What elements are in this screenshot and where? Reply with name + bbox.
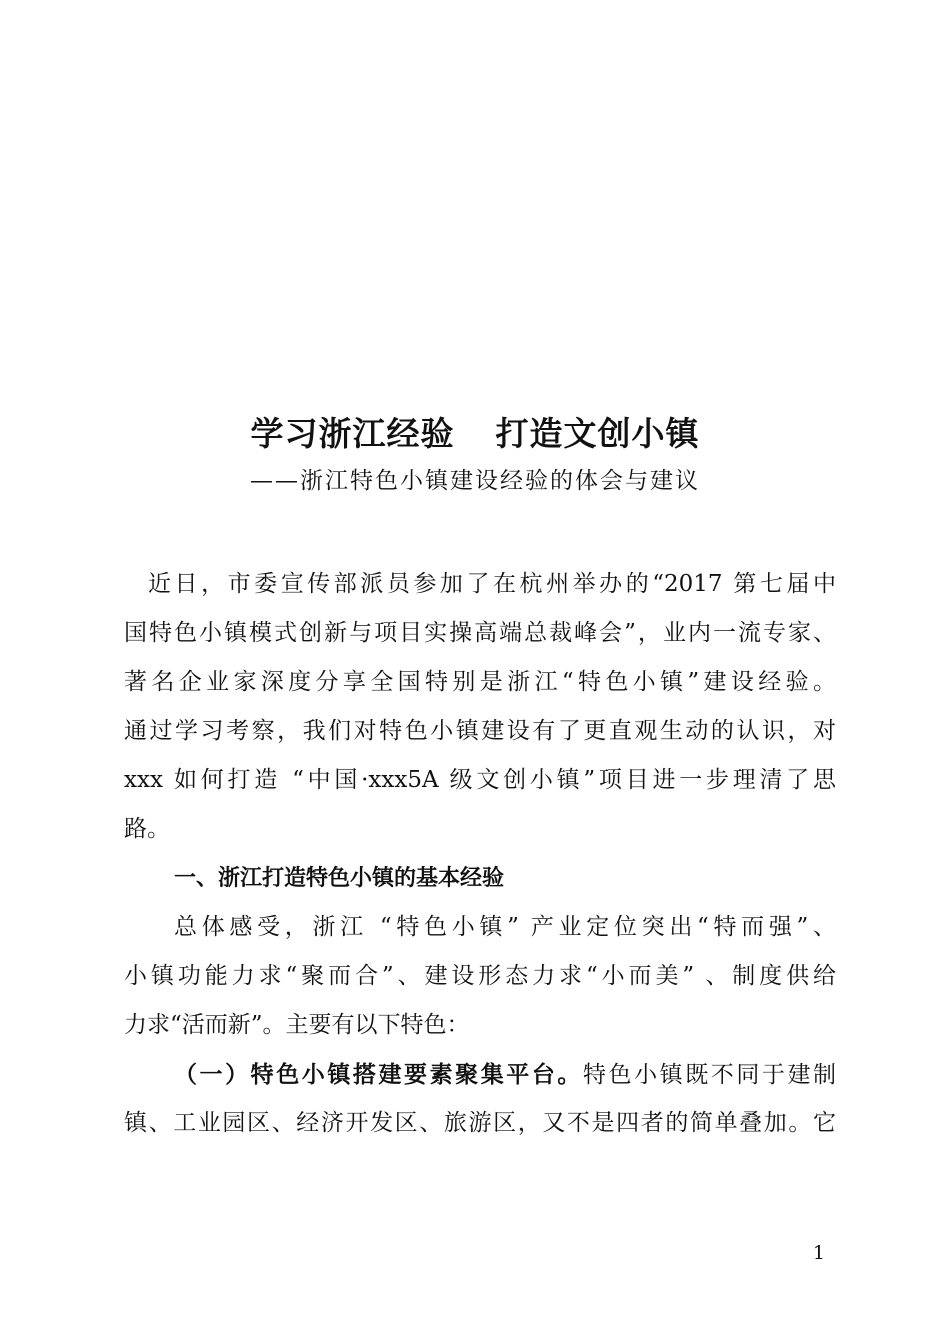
paragraph-line: 总体感受，浙江 “特色小镇” 产业定位突出“特而强”、: [174, 914, 836, 940]
subsection-lead: （一）特色小镇搭建要素聚集平台。: [174, 1061, 583, 1088]
paragraph-line: 镇、工业园区、经济开发区、旅游区，又不是四者的简单叠加。它: [124, 1110, 836, 1136]
paragraph-line: 国特色小镇模式创新与项目实操高端总裁峰会”，业内一流专家、: [124, 620, 836, 646]
paragraph-line: 通过学习考察，我们对特色小镇建设有了更直观生动的认识，对: [124, 718, 836, 744]
paragraph-line: 路。: [124, 816, 170, 842]
section-heading: 一、浙江打造特色小镇的基本经验: [174, 866, 505, 891]
paragraph-line: 著名企业家深度分享全国特别是浙江“特色小镇”建设经验。: [124, 669, 836, 695]
page-number: 1: [812, 1242, 825, 1264]
paragraph-line: [124, 1050, 836, 1099]
paragraph-line: xxx 如何打造 “中国·xxx5A 级文创小镇”项目进一步理清了思: [124, 767, 836, 793]
paragraph-line: 力求“活而新”。主要有以下特色：: [124, 1012, 470, 1038]
document-subtitle: ——浙江特色小镇建设经验的体会与建议: [250, 468, 700, 494]
paragraph-text: 特色小镇既不同于建制: [582, 1062, 837, 1088]
paragraph-line: 近日，市委宣传部派员参加了在杭州举办的“2017 第七届中: [148, 571, 836, 597]
document-title: 学习浙江经验 打造文创小镇: [250, 414, 700, 453]
paragraph-line: 小镇功能力求“聚而合”、建设形态力求“小而美” 、制度供给: [124, 963, 836, 989]
document-body: [124, 560, 836, 1148]
